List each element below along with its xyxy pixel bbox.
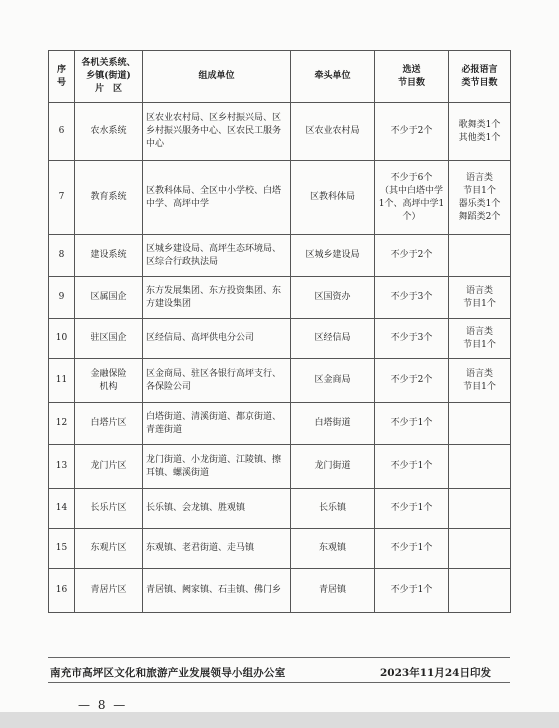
cell-lead: 区金商局	[291, 359, 375, 403]
cell-language: 语言类 节目1个	[449, 319, 511, 359]
cell-lead: 白塔街道	[291, 403, 375, 445]
cell-no: 11	[49, 359, 75, 403]
cell-units: 区教科体局、全区中小学校、白塔中学、高坪中学	[143, 161, 291, 235]
cell-system: 东观片区	[75, 529, 143, 569]
cell-language: 语言类 节目1个	[449, 359, 511, 403]
cell-system: 建设系统	[75, 235, 143, 277]
table-row	[49, 359, 511, 403]
issuing-office: 南充市高坪区文化和旅游产业发展领导小组办公室	[50, 667, 286, 679]
cell-units: 区农业农村局、区乡村振兴局、区乡村振兴服务中心、区农民工服务中心	[143, 103, 291, 161]
cell-units: 白塔街道、清溪街道、都京街道、青莲街道	[143, 403, 291, 445]
cell-units: 区城乡建设局、高坪生态环境局、区综合行政执法局	[143, 235, 291, 277]
cell-system: 区属国企	[75, 277, 143, 319]
cell-system: 农水系统	[75, 103, 143, 161]
cell-language	[449, 235, 511, 277]
cell-system: 长乐片区	[75, 489, 143, 529]
cell-system: 龙门片区	[75, 445, 143, 489]
cell-lead: 区教科体局	[291, 161, 375, 235]
table-row	[49, 161, 511, 235]
cell-count: 不少于1个	[375, 489, 449, 529]
cell-count: 不少于1个	[375, 445, 449, 489]
cell-no: 9	[49, 277, 75, 319]
cell-count: 不少于1个	[375, 403, 449, 445]
cell-system: 教育系统	[75, 161, 143, 235]
cell-units: 东观镇、老君街道、走马镇	[143, 529, 291, 569]
cell-system: 白塔片区	[75, 403, 143, 445]
cell-count: 不少于1个	[375, 529, 449, 569]
cell-language	[449, 445, 511, 489]
cell-lead: 长乐镇	[291, 489, 375, 529]
cell-units: 区经信局、高坪供电分公司	[143, 319, 291, 359]
cell-no: 14	[49, 489, 75, 529]
table-row	[49, 445, 511, 489]
cell-units: 长乐镇、会龙镇、胜观镇	[143, 489, 291, 529]
cell-lead: 区城乡建设局	[291, 235, 375, 277]
program-allocation-table	[48, 50, 511, 613]
cell-language	[449, 489, 511, 529]
cell-count: 不少于2个	[375, 359, 449, 403]
cell-language: 语言类 节目1个 器乐类1个 舞蹈类2个	[449, 161, 511, 235]
header-serial: 序 号	[49, 51, 75, 103]
cell-count: 不少于2个	[375, 103, 449, 161]
cell-units: 区金商局、驻区各银行高坪支行、各保险公司	[143, 359, 291, 403]
table-row	[49, 319, 511, 359]
cell-lead: 青居镇	[291, 569, 375, 613]
cell-no: 7	[49, 161, 75, 235]
header-count: 选送 节目数	[375, 51, 449, 103]
cell-no: 6	[49, 103, 75, 161]
page-number: — 8 —	[78, 698, 128, 712]
cell-language	[449, 569, 511, 613]
cell-system: 驻区国企	[75, 319, 143, 359]
cell-no: 12	[49, 403, 75, 445]
cell-language	[449, 529, 511, 569]
table-row	[49, 569, 511, 613]
cell-lead: 区国资办	[291, 277, 375, 319]
cell-lead: 龙门街道	[291, 445, 375, 489]
table-row	[49, 489, 511, 529]
cell-lead: 区农业农村局	[291, 103, 375, 161]
footer-bottom-rule	[48, 682, 510, 683]
cell-count: 不少于3个	[375, 277, 449, 319]
cell-system: 青居片区	[75, 569, 143, 613]
cell-count: 不少于3个	[375, 319, 449, 359]
cell-count: 不少于2个	[375, 235, 449, 277]
cell-units: 龙门街道、小龙街道、江陵镇、擦耳镇、螺溪街道	[143, 445, 291, 489]
table-row	[49, 235, 511, 277]
cell-no: 16	[49, 569, 75, 613]
header-language: 必报语言 类节目数	[449, 51, 511, 103]
cell-lead: 东观镇	[291, 529, 375, 569]
cell-language: 歌舞类1个 其他类1个	[449, 103, 511, 161]
cell-no: 13	[49, 445, 75, 489]
header-units: 组成单位	[143, 51, 291, 103]
cell-no: 10	[49, 319, 75, 359]
table-row	[49, 103, 511, 161]
cell-lead: 区经信局	[291, 319, 375, 359]
issue-date: 2023年11月24日印发	[380, 667, 491, 679]
table-row	[49, 277, 511, 319]
cell-no: 8	[49, 235, 75, 277]
header-system: 各机关系统、 乡镇(街道) 片 区	[75, 51, 143, 103]
footer-top-rule	[48, 657, 510, 658]
cell-no: 15	[49, 529, 75, 569]
cell-language	[449, 403, 511, 445]
cell-units: 东方发展集团、东方投资集团、东方建设集团	[143, 277, 291, 319]
table-row	[49, 403, 511, 445]
page-bottom-edge	[0, 712, 559, 728]
cell-units: 青居镇、阙家镇、石圭镇、佛门乡	[143, 569, 291, 613]
header-lead: 牵头单位	[291, 51, 375, 103]
cell-language: 语言类 节目1个	[449, 277, 511, 319]
table-header-row	[49, 51, 511, 103]
table-row	[49, 529, 511, 569]
cell-system: 金融保险 机构	[75, 359, 143, 403]
cell-count: 不少于1个	[375, 569, 449, 613]
cell-count: 不少于6个 （其中白塔中学1个、高坪中学1个）	[375, 161, 449, 235]
